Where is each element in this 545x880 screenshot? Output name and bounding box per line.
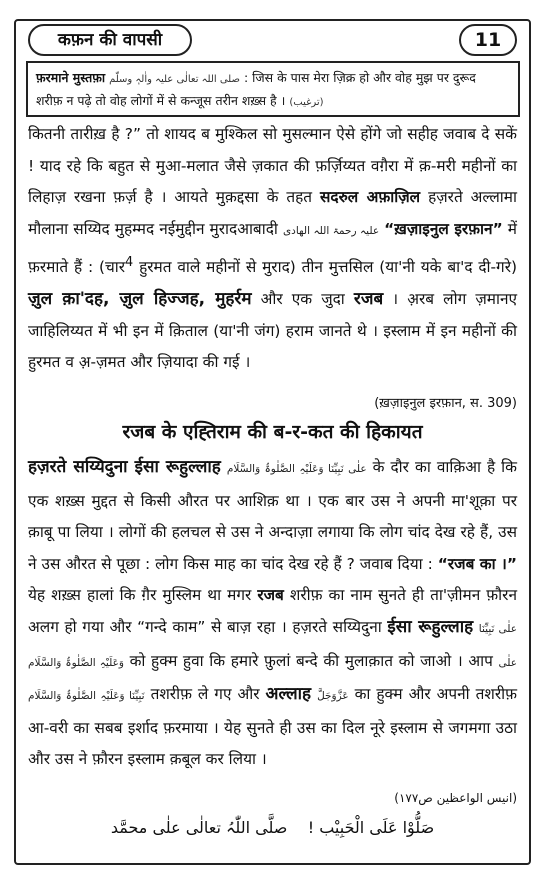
footnote-marker: 4	[125, 255, 134, 271]
prophet-name: ईसा रूहुल्लाह	[387, 616, 474, 637]
text-segment: का हुक्म और अपनी तशरीफ़ आ-वरी का सबब इर्शाद फ़रमाया । येह सुनते ही उस का दिल नूरे इस्लाम से जगमगा उठा और उस ने फ़ौरन इस्लाम क़बूल कर लिया ।	[28, 685, 517, 769]
book-title: कफ़न की वापसी	[28, 24, 192, 56]
arabic-honorific: عَزَّوَجَلَّ	[317, 690, 349, 703]
durood-call: صَلُّوْا عَلَی الْحَبِیْب !	[307, 818, 435, 837]
hadith-label: फ़रमाने मुस्तफ़ा	[36, 70, 106, 85]
section-heading: रजब के एह्तिराम की ब-र-कत की हिकायत	[122, 421, 423, 443]
month-rajab: रजब	[353, 289, 384, 310]
text-segment: के दौर का वाक़िआ है कि एक शख़्स मुद्दत से किसी औरत पर आशिक़ था । एक बार उस ने अपनी मा'शूक़ा पर क़ाबू पा लिया । लोगों की हलचल से उस ने अन्दाज़ा लगाया कि लोग चांद देख रहे हैं, उस ने उस औरत से पूछा : लोग किस माह का चांद देख रहे हैं ? जवाब दिया :	[28, 458, 517, 573]
divine-name: अल्लाह	[265, 684, 312, 705]
text-segment: हज़रते अल्लामा मौलाना सय्यिद मुहम्मद नईमुद्दीन मुरादआबादी	[28, 188, 517, 238]
prophet-name: हज़रते सय्यिदुना ईसा रूहुल्लाह	[28, 457, 221, 477]
hadith-source: (ترغیب)	[289, 97, 324, 108]
paragraph-months	[28, 119, 517, 379]
reference-khazainul-irfan: (ख़ज़ाइनुल इरफ़ान, स. 309)	[374, 396, 517, 411]
text-segment: में फ़रमाते हैं : (चार	[28, 219, 517, 277]
text-segment: कितनी तारीख़ है ?” तो शायद ब मुश्किल सो मुसल्मान ऐसे होंगे जो सहीह जवाब दे सकें ! याद रहे कि बहुत से मुआ-मलात जैसे ज़कात की फ़र्ज़िय्यत वग़ैरा में क़-मरी महीनों का लिहाज़ रखना फ़र्ज़ है । आयते मुक़द्दसा के तहत	[28, 125, 517, 207]
text-segment: तशरीफ़ ले गए और	[150, 685, 260, 704]
hadith-text-1: : जिस के पास मेरा ज़िक्र हो और वोह मुझ पर दुरूद	[243, 70, 476, 85]
book-name: “ख़ज़ाइनुल इरफ़ान”	[384, 219, 503, 238]
month-names: ज़ुल क़ा'दह, ज़ुल हिज्जह, मुहर्रम	[28, 289, 252, 310]
arabic-honorific: علٰی نَبِیِّنَا وَعَلَیْہِ الصَّلٰوۃُ وَالسَّلَام	[28, 656, 517, 703]
quote-rajab: “रजब का ।”	[437, 554, 517, 573]
text-segment: हुरमत वाले महीनों से मुराद) तीन मुत्तसिल (या'नी यके बा'द दी-गरे)	[139, 258, 518, 277]
text-segment: और एक जुदा	[260, 290, 345, 309]
hadith-honorific: صلی اللہ تعالٰی علیہ واٰلہٖ وسلّم	[109, 74, 240, 85]
reference-anis-ul-waizin: (انیس الواعظین ص۱۷۷)	[394, 791, 517, 805]
month-rajab: रजब	[257, 586, 284, 605]
arabic-honorific: علٰی نَبِیِّنَا وَعَلَیْہِ الصَّلٰوۃُ وَالسَّلَام	[226, 463, 367, 475]
arabic-honorific: علٰی نَبِیِّنَا وَعَلَیْہِ الصَّلٰوۃُ وَالسَّلَام	[28, 622, 517, 669]
hadith-text-2: शरीफ़ न पढ़े तो वोह लोगों में से कन्जूस तरीन शख़्स है ।	[36, 93, 286, 108]
text-segment: शरीफ़ का नाम सुनते ही ता'ज़ीमन फ़ौरन अलग हो गया और “गन्दे काम” से बाज़ रहा । हज़रते सय्यिदुना	[28, 586, 517, 636]
text-segment: को हुक्म हुवा कि हमारे फ़ुलां बन्दे की मुलाक़ात को जाओ । आप	[129, 651, 493, 670]
paragraph-story	[28, 452, 517, 776]
text-segment: येह शख़्स हालां कि ग़ैर मुस्लिम था मगर	[28, 586, 252, 605]
text-segment: । अ़रब लोग ज़मानए जाहिलिय्यत में भी इन में क़िताल (या'नी जंग) हराम जानते थे । इस्लाम में इन महीनों की हुरमत व अ़-ज़मत और ज़ियादा की गई ।	[28, 290, 517, 372]
hadith-box	[26, 61, 520, 117]
arabic-honorific: علیہ رحمۃ اللہ الھادی	[282, 224, 380, 237]
durood-line	[28, 818, 517, 837]
scholar-title: सदरुल अफ़ाज़िल	[320, 188, 421, 207]
page-number: 11	[459, 24, 517, 56]
durood-response: صلَّی اللّٰہُ تعالٰی علٰی محمَّد	[110, 818, 288, 837]
